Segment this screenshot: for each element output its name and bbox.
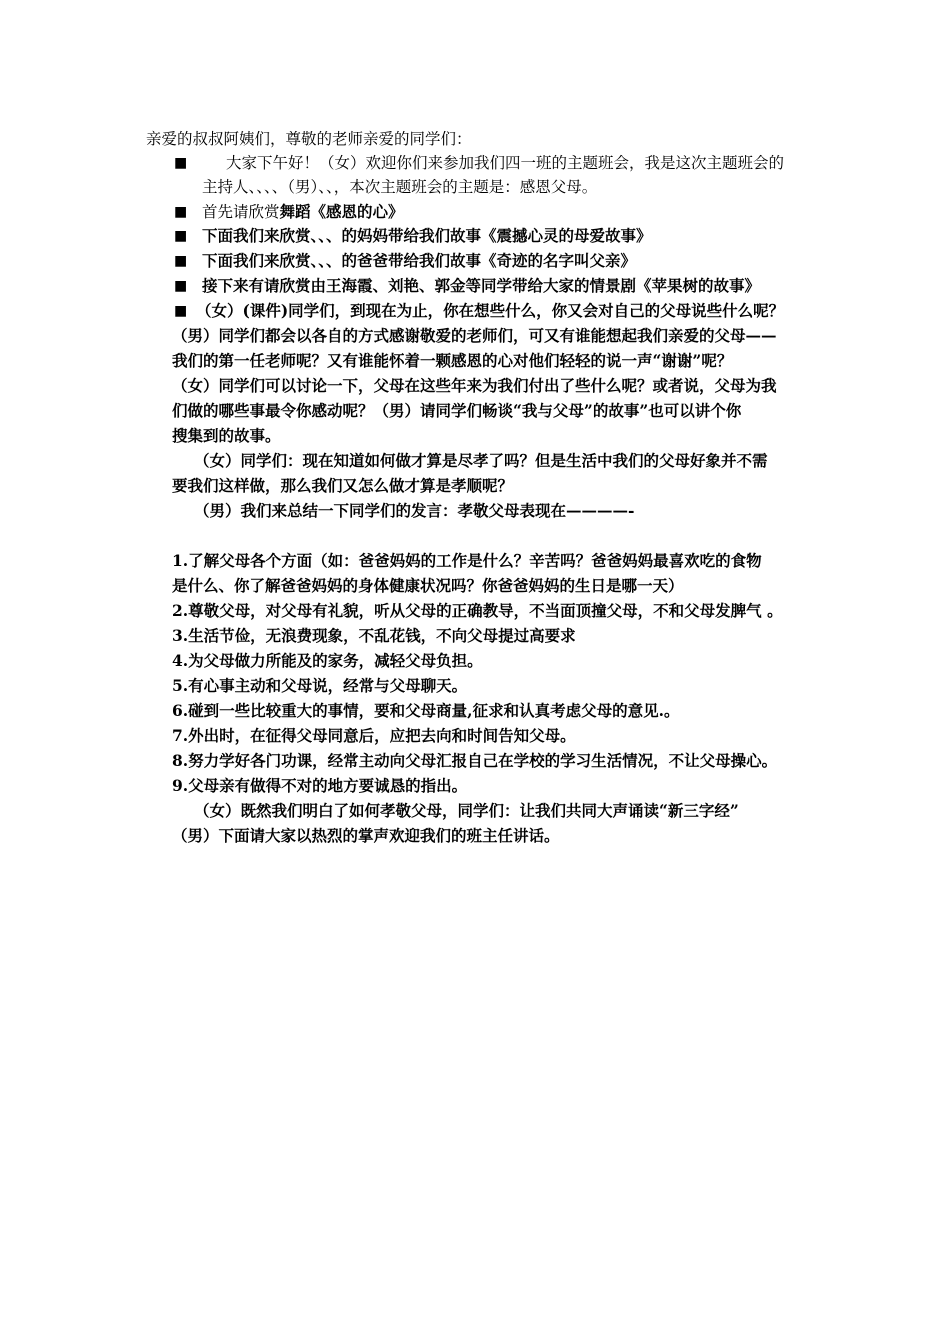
list-item: 4.为父母做力所能及的家务，减轻父母负担。 bbox=[172, 651, 483, 670]
bullet-5-line: 接下来有请欣赏由王海霞、刘艳、郭金等同学带给大家的情景剧《苹果树的故事》 bbox=[202, 276, 761, 295]
list-item: 9.父母亲有做得不对的地方要诚恳的指出。 bbox=[172, 776, 468, 795]
bullet-square-icon: ■ bbox=[174, 204, 188, 220]
bullet-square-icon: ■ bbox=[174, 155, 188, 171]
list-item: 1.了解父母各个方面（如：爸爸妈妈的工作是什么？辛苦吗？爸爸妈妈最喜欢吃的食物 bbox=[172, 551, 762, 570]
bullet-square-icon: ■ bbox=[174, 278, 188, 294]
greeting-line: 亲爱的叔叔阿姨们，尊敬的老师亲爱的同学们： bbox=[146, 130, 472, 148]
bullet-2-prefix: 首先请欣赏 bbox=[202, 203, 280, 221]
paragraph-line: （男）同学们都会以各自的方式感谢敬爱的老师们，可又有谁能想起我们亲爱的父母—— bbox=[172, 326, 777, 345]
paragraph-line: （女）同学们可以讨论一下，父母在这些年来为我们付出了些什么呢？或者说，父母为我 bbox=[172, 376, 777, 395]
list-item: 5.有心事主动和父母说，经常与父母聊天。 bbox=[172, 676, 468, 695]
closing-line: （男）下面请大家以热烈的掌声欢迎我们的班主任讲话。 bbox=[172, 826, 560, 845]
paragraph-line: 要我们这样做，那么我们又怎么做才算是孝顺呢？ bbox=[172, 476, 514, 495]
closing-line: （女）既然我们明白了如何孝敬父母，同学们：让我们共同大声诵读“新三字经” bbox=[194, 801, 739, 820]
bullet-6-line: （女）(课件)同学们，到现在为止，你在想些什么，你又会对自己的父母说些什么呢？ bbox=[196, 301, 785, 320]
paragraph-line: 我们的第一任老师呢？又有谁能怀着一颗感恩的心对他们轻轻的说一声“谢谢”呢？ bbox=[172, 351, 733, 370]
bullet-1-line-2: 主持人、、、、（男）、、，本次主题班会的主题是：感恩父母。 bbox=[202, 178, 598, 196]
bullet-2-line bbox=[202, 202, 404, 222]
list-item: 2.尊敬父母，对父母有礼貌，听从父母的正确教导，不当面顶撞父母，不和父母发脾气 。 bbox=[172, 601, 783, 620]
bullet-square-icon: ■ bbox=[174, 253, 188, 269]
paragraph-line: 搜集到的故事。 bbox=[172, 426, 281, 445]
list-item: 是什么、你了解爸爸妈妈的身体健康状况吗？你爸爸妈妈的生日是哪一天） bbox=[172, 576, 684, 595]
bullet-3-line: 下面我们来欣赏、、、的妈妈带给我们故事《震撼心灵的母爱故事》 bbox=[202, 226, 652, 245]
list-item: 6.碰到一些比较重大的事情，要和父母商量,征求和认真考虑父母的意见.。 bbox=[172, 701, 680, 720]
paragraph-line: （女）同学们：现在知道如何做才算是尽孝了吗？但是生活中我们的父母好象并不需 bbox=[194, 451, 768, 470]
bullet-1-line-1: 大家下午好！（女）欢迎你们来参加我们四一班的主题班会，我是这次主题班会的 bbox=[226, 154, 785, 172]
paragraph-line: 们做的哪些事最令你感动呢？（男）请同学们畅谈“我与父母”的故事”也可以讲个你 bbox=[172, 401, 742, 420]
bullet-4-line: 下面我们来欣赏、、、的爸爸带给我们故事《奇迹的名字叫父亲》 bbox=[202, 251, 637, 270]
list-item: 3.生活节俭，无浪费现象，不乱花钱，不向父母提过高要求 bbox=[172, 626, 576, 645]
bullet-square-icon: ■ bbox=[174, 228, 188, 244]
list-item: 8.努力学好各门功课，经常主动向父母汇报自己在学校的学习生活情况，不让父母操心。 bbox=[172, 751, 778, 770]
list-item: 7.外出时，在征得父母同意后，应把去向和时间告知父母。 bbox=[172, 726, 576, 745]
paragraph-line: （男）我们来总结一下同学们的发言：孝敬父母表现在————- bbox=[194, 501, 635, 520]
bullet-square-icon: ■ bbox=[174, 303, 188, 319]
bullet-2-title: 舞蹈《感恩的心》 bbox=[279, 202, 404, 221]
